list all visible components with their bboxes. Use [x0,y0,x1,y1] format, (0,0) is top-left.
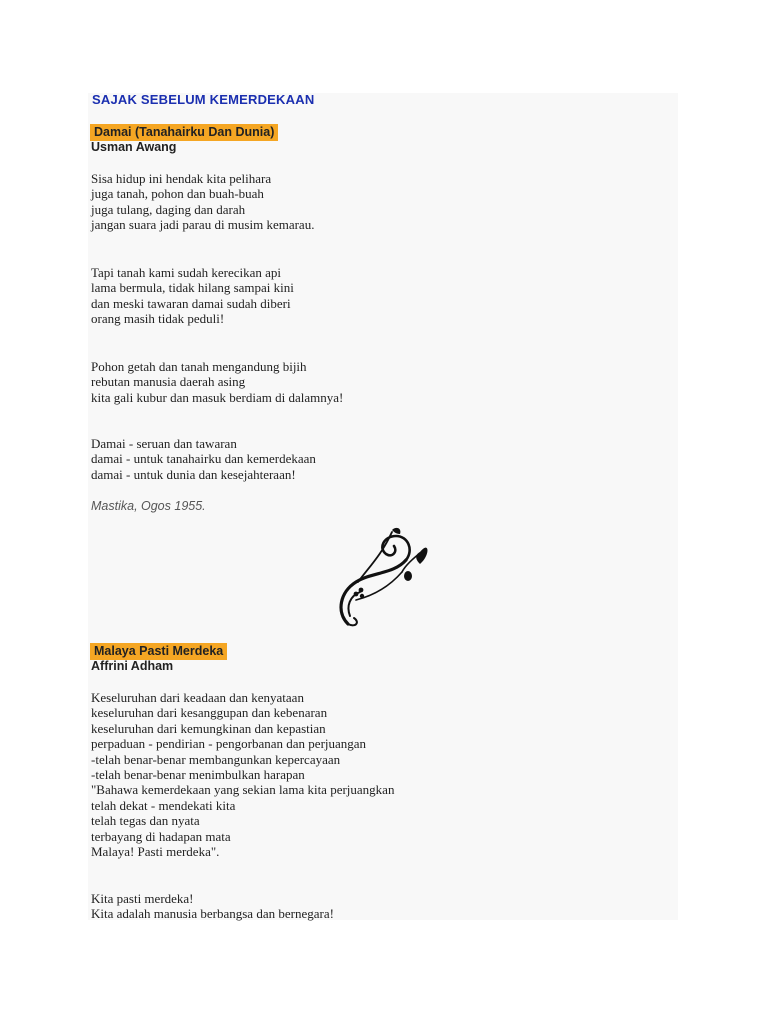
poem-line: juga tanah, pohon dan buah-buah [91,186,264,202]
poem-line: telah dekat - mendekati kita [91,797,236,813]
poem-line: damai - untuk tanahairku dan kemerdekaan [91,451,316,467]
poem-source: Mastika, Ogos 1955. [91,499,206,513]
poem-line: keseluruhan dari kesanggupan dan kebenaran [91,705,328,721]
poem-title: Damai (Tanahairku Dan Dunia) [90,124,278,141]
poem-line: -telah benar-benar membangunkan kepercayaan [91,751,341,767]
poem-line: Damai - seruan dan tawaran [91,436,237,451]
poem-line: juga tulang, daging dan darah [91,201,246,217]
poem-line: Keseluruhan dari keadaan dan kenyataan [91,690,304,705]
poem-stanza [91,359,343,405]
poem-line: Kita adalah manusia berbangsa dan bernegara! [91,906,334,922]
poem-line: dan meski tawaran damai sudah diberi [91,295,291,311]
poem-line: terbayang di hadapan mata [91,828,231,844]
poem-line: kita gali kubur dan masuk berdiam di dalamnya! [91,389,344,405]
poem-stanza [91,690,394,859]
poem-stanza [91,891,334,922]
floral-swirl-icon [336,526,432,630]
poem-line: jangan suara jadi parau di musim kemarau. [91,217,315,233]
poem-line: perpaduan - pendirian - pengorbanan dan perjuangan [91,736,367,752]
poem-author: Affrini Adham [91,659,174,673]
poem-line: "Bahawa kemerdekaan yang sekian lama kita perjuangkan [91,782,395,798]
poem-line: orang masih tidak peduli! [91,311,225,327]
poem-title: Malaya Pasti Merdeka [90,643,227,660]
poem-line: keseluruhan dari kemungkinan dan kepastian [91,720,326,736]
poem-line: rebutan manusia daerah asing [91,374,246,390]
poem-stanza [91,171,314,233]
poem-stanza [91,436,316,482]
poem-line: Sisa hidup ini hendak kita pelihara [91,171,272,186]
page-heading: SAJAK SEBELUM KEMERDEKAAN [92,92,315,107]
poem-author: Usman Awang [91,140,177,154]
poem-line: Kita pasti merdeka! [91,891,194,906]
poem-line: lama bermula, tidak hilang sampai kini [91,280,294,296]
poem-stanza [91,265,294,327]
poem-line: -telah benar-benar menimbulkan harapan [91,766,305,782]
poem-line: Pohon getah dan tanah mengandung bijih [91,359,307,374]
poem-line: Malaya! Pasti merdeka". [91,843,220,859]
poem-line: telah tegas dan nyata [91,813,200,829]
poem-line: Tapi tanah kami sudah kerecikan api [91,265,282,280]
poem-line: damai - untuk dunia dan kesejahteraan! [91,466,296,482]
